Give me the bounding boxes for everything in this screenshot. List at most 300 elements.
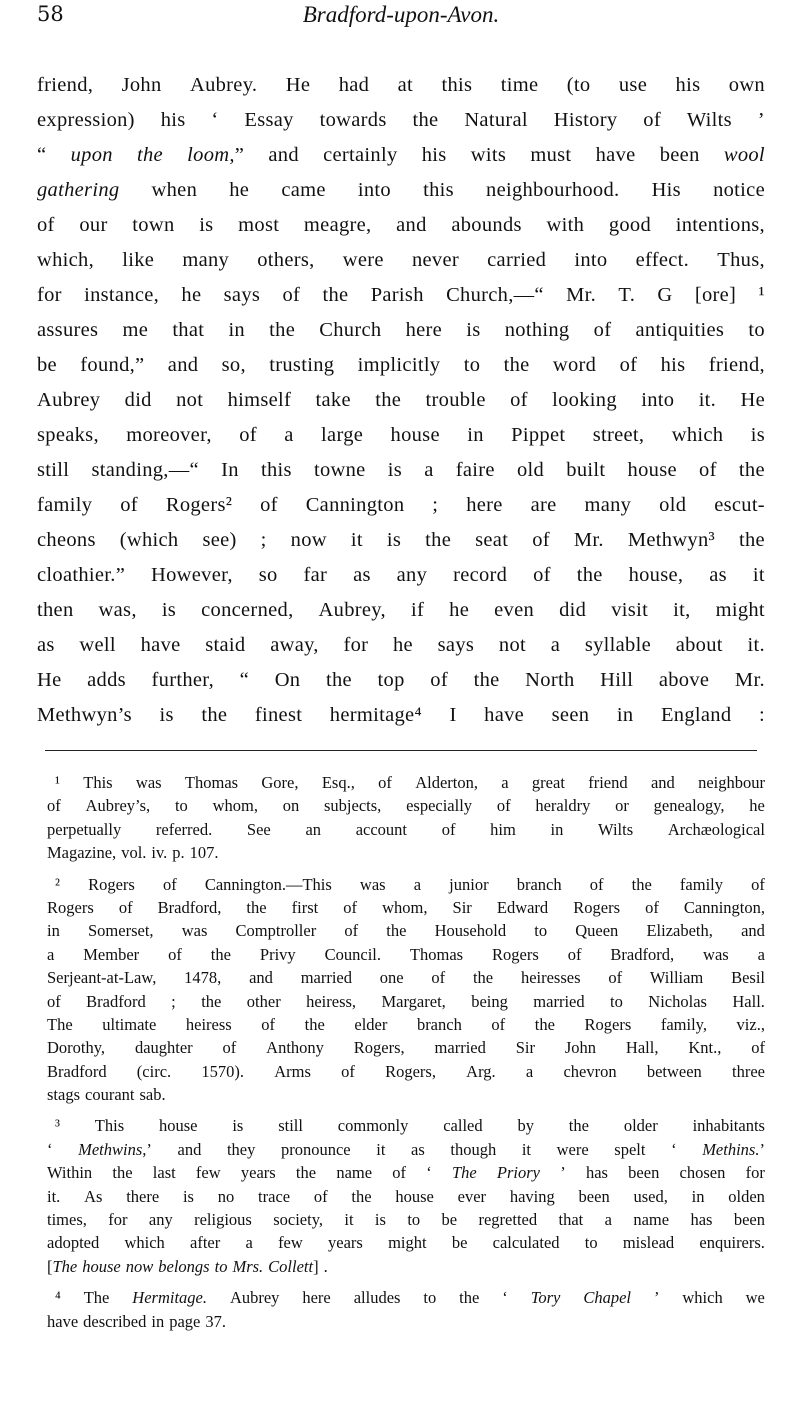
text: as (353, 564, 371, 586)
text: moreover, (126, 424, 212, 446)
word (396, 208, 427, 243)
word (684, 896, 765, 919)
word (525, 663, 574, 698)
body-line (37, 698, 765, 733)
word (375, 1208, 386, 1231)
word (654, 794, 725, 817)
body-line (37, 418, 765, 453)
text: Aubrey (229, 1288, 280, 1308)
word (354, 1013, 387, 1036)
body-line (37, 138, 765, 173)
text: the (295, 1163, 317, 1183)
word (695, 278, 736, 313)
word (501, 771, 508, 794)
text: use (618, 74, 648, 96)
text: as (37, 634, 55, 656)
word (413, 103, 439, 138)
text: the (631, 874, 652, 894)
word (222, 348, 246, 383)
word (37, 383, 100, 418)
word (490, 818, 516, 841)
word (190, 1231, 220, 1254)
italic-text: upon (70, 144, 113, 166)
word (227, 1138, 255, 1161)
text: Methwyn’s (37, 704, 132, 726)
word (575, 919, 618, 942)
text: a (550, 634, 561, 656)
text: Essay (244, 109, 294, 131)
word (292, 896, 319, 919)
text: of (47, 991, 61, 1011)
word (654, 1286, 660, 1309)
text: junior (449, 874, 489, 894)
text: is (182, 1186, 194, 1206)
text: England (660, 704, 732, 726)
italic-text: The (451, 1163, 477, 1183)
word (84, 1185, 102, 1208)
word (474, 663, 500, 698)
text: further, (151, 669, 215, 691)
word (356, 818, 407, 841)
word (619, 68, 647, 103)
word (452, 1231, 468, 1254)
footnote-line (47, 1036, 765, 1059)
text: of (341, 1061, 355, 1081)
word (692, 1185, 705, 1208)
word (47, 1185, 60, 1208)
text: The (83, 1288, 110, 1308)
word (37, 663, 62, 698)
text: into (357, 179, 391, 201)
word (588, 771, 627, 794)
text: house (395, 1186, 434, 1206)
italic-text: Chapel (583, 1288, 631, 1308)
text: ⁴ (55, 1288, 61, 1308)
word (80, 348, 144, 383)
word (47, 919, 60, 942)
word (441, 68, 472, 103)
text: ‘ (426, 1163, 432, 1183)
word (659, 663, 709, 698)
word (55, 1286, 61, 1309)
word (443, 1114, 482, 1137)
word (244, 103, 293, 138)
text: which (124, 1233, 165, 1253)
word (260, 943, 296, 966)
word (511, 418, 565, 453)
word (758, 103, 765, 138)
text: house (158, 1116, 198, 1136)
word (406, 794, 472, 817)
text: Thomas (409, 944, 464, 964)
word (319, 593, 386, 628)
word (132, 1286, 207, 1309)
word (530, 138, 571, 173)
text: antiquities (635, 319, 725, 341)
text: Arms (274, 1061, 311, 1081)
text: of (589, 874, 604, 894)
text: cheons (37, 529, 96, 551)
word (746, 1286, 765, 1309)
word (141, 628, 181, 663)
word (224, 278, 261, 313)
word (380, 966, 404, 989)
word (417, 1013, 462, 1036)
text: mislead (622, 1233, 675, 1253)
word (566, 453, 605, 488)
word (182, 243, 229, 278)
text: is (374, 1210, 386, 1230)
word (126, 1185, 159, 1208)
word (432, 488, 438, 523)
text: the (322, 284, 349, 306)
word (185, 771, 238, 794)
text: especially (406, 796, 473, 816)
word (484, 698, 524, 733)
word (37, 348, 57, 383)
text: of (751, 874, 765, 894)
word (426, 1161, 432, 1184)
text: in (550, 819, 564, 839)
text: Rogers (88, 874, 135, 894)
italic-text: now (125, 1256, 154, 1276)
text: Rogers, (353, 1038, 405, 1058)
text: like (122, 249, 155, 271)
word (522, 1138, 531, 1161)
word (643, 103, 661, 138)
text: here (405, 319, 443, 341)
word (661, 1013, 707, 1036)
text: of (441, 819, 456, 839)
text: has (585, 1163, 608, 1183)
word (55, 1114, 60, 1137)
word (37, 68, 93, 103)
word (553, 348, 596, 383)
word (255, 698, 302, 733)
word (322, 771, 355, 794)
text: ‘ (502, 1288, 508, 1308)
word (516, 1036, 535, 1059)
word (585, 628, 651, 663)
word (82, 1255, 121, 1278)
text: has (690, 1210, 713, 1230)
word (270, 628, 319, 663)
text: even (494, 599, 535, 621)
text: was (135, 773, 162, 792)
text: if (410, 599, 425, 621)
body-line (37, 68, 765, 103)
word (181, 278, 201, 313)
word (137, 1060, 171, 1083)
text: of (532, 529, 550, 551)
text: olden (728, 1186, 765, 1206)
word (661, 348, 686, 383)
word (493, 1231, 560, 1254)
word (178, 1138, 202, 1161)
text: of (619, 354, 638, 376)
word (275, 663, 301, 698)
body-line (37, 313, 765, 348)
word (680, 1161, 726, 1184)
word (278, 1231, 303, 1254)
body-line (37, 628, 765, 663)
word (406, 313, 442, 348)
word (499, 628, 526, 663)
text: might (388, 1233, 427, 1253)
word (37, 593, 74, 628)
text: see) (202, 529, 237, 551)
text: of (699, 459, 717, 481)
text: most (238, 214, 280, 236)
text: others, (257, 249, 315, 271)
text: in (228, 319, 245, 341)
text: ultimate (102, 1014, 157, 1034)
word (296, 1161, 316, 1184)
text: as (709, 564, 727, 586)
text: three (732, 1061, 765, 1081)
word (83, 1310, 146, 1333)
word (37, 628, 55, 663)
word (703, 943, 729, 966)
text: of (608, 968, 623, 988)
word (241, 1161, 276, 1184)
text: few (195, 1163, 221, 1183)
text: years (240, 1163, 276, 1183)
text: neighbour (698, 773, 765, 792)
word (211, 943, 231, 966)
text: to (423, 1288, 437, 1308)
word (751, 873, 765, 896)
word (709, 558, 727, 593)
word (71, 138, 113, 173)
word (504, 348, 530, 383)
footnote-line (47, 841, 765, 864)
word (737, 1013, 765, 1036)
text: trace (258, 1186, 291, 1206)
text: ‘ (671, 1139, 677, 1159)
text: of (510, 389, 528, 411)
text: 37. (205, 1311, 227, 1331)
word (466, 488, 502, 523)
text: ‘ (211, 109, 219, 131)
text: family, (660, 1014, 707, 1034)
text: the (246, 897, 267, 917)
text: for (745, 1163, 765, 1183)
text: Hill (600, 669, 634, 691)
text: he (749, 796, 765, 816)
word (37, 488, 92, 523)
text: a (413, 874, 422, 894)
body-line (37, 593, 765, 628)
text: one (379, 968, 404, 988)
text: married (533, 991, 585, 1011)
text: married (434, 1038, 486, 1058)
text: ’ (757, 109, 765, 131)
word (449, 698, 456, 733)
text: Household (434, 921, 507, 941)
word (387, 523, 401, 558)
text: we (745, 1288, 765, 1308)
word (124, 1231, 164, 1254)
word (83, 943, 139, 966)
text: Archæological (667, 819, 765, 839)
text: p. (172, 843, 185, 863)
word (215, 1255, 228, 1278)
text: it, (673, 599, 691, 621)
word (614, 1138, 645, 1161)
text: syllable (584, 634, 652, 656)
word (585, 1231, 598, 1254)
word (452, 1161, 477, 1184)
text: not (176, 389, 204, 411)
word (190, 841, 219, 864)
footnote-line (47, 794, 765, 817)
text: friend (588, 773, 628, 792)
word (343, 628, 368, 663)
word (187, 138, 244, 173)
word (324, 794, 381, 817)
text: time (500, 74, 539, 96)
text: the (473, 669, 500, 691)
text: : (758, 704, 765, 726)
text: heraldry (535, 796, 591, 816)
word (122, 68, 162, 103)
word (221, 453, 239, 488)
footnote-line (47, 771, 765, 794)
text: it (350, 529, 363, 551)
word (139, 1083, 165, 1106)
word (169, 1310, 200, 1333)
text: of (491, 1014, 506, 1034)
word (112, 1161, 132, 1184)
word (159, 1114, 198, 1137)
text: Methwyn³ (627, 529, 715, 551)
text: Queen (575, 921, 619, 941)
text: ’ (759, 1139, 765, 1159)
text: the (386, 921, 407, 941)
word (291, 523, 327, 558)
text: referred. (155, 819, 213, 839)
word (125, 383, 152, 418)
word (199, 208, 213, 243)
word (534, 919, 547, 942)
text: did (124, 389, 152, 411)
text: the (201, 991, 222, 1011)
word (486, 173, 619, 208)
word (47, 1060, 107, 1083)
text: years (328, 1233, 363, 1253)
footnote-line (47, 919, 765, 942)
text: and (741, 921, 765, 941)
word (37, 558, 125, 593)
word (699, 383, 716, 418)
word (37, 313, 98, 348)
text: in (467, 424, 484, 446)
word (751, 418, 765, 453)
word (596, 138, 636, 173)
text: See (246, 819, 271, 839)
word (353, 558, 371, 593)
text: which (682, 1288, 723, 1308)
text: enquirers. (699, 1233, 765, 1253)
text: branch (416, 1014, 462, 1034)
word (551, 818, 564, 841)
word (385, 1060, 436, 1083)
text: ‘ (47, 1139, 53, 1159)
word (156, 818, 212, 841)
text: ; (260, 529, 267, 551)
text: Council. (324, 944, 381, 964)
word (47, 841, 116, 864)
text: good (608, 214, 652, 236)
page-header (37, 2, 765, 32)
word (316, 383, 351, 418)
word (626, 1036, 659, 1059)
text: viz., (736, 1014, 765, 1034)
text: me (122, 319, 149, 341)
footnote-line (47, 990, 765, 1013)
word (424, 453, 433, 488)
text: the (472, 968, 494, 988)
text: Bradford, (157, 897, 222, 917)
text: cloathier.” (37, 564, 126, 586)
footnote-divider (45, 750, 757, 751)
word (693, 1114, 765, 1137)
text: calculated (492, 1233, 560, 1253)
word (702, 1138, 765, 1161)
word (211, 103, 218, 138)
text: Wilts (686, 109, 732, 131)
word (47, 818, 121, 841)
text: is (387, 459, 403, 481)
text: after (190, 1233, 221, 1253)
text: friend, (37, 74, 94, 96)
italic-text: Methwins, (78, 1139, 147, 1159)
word (358, 348, 441, 383)
text: at (397, 74, 414, 96)
footnote-line (47, 1060, 765, 1083)
text: in (47, 921, 60, 941)
text: says (437, 634, 475, 656)
word (466, 1060, 496, 1083)
text: seen (551, 704, 590, 726)
text: His (651, 179, 681, 201)
word (449, 873, 488, 896)
word (302, 1286, 330, 1309)
text: branch (516, 874, 562, 894)
text: the (738, 459, 765, 481)
word (611, 593, 648, 628)
italic-text: Tory (530, 1288, 561, 1308)
text: of (162, 874, 177, 894)
word (532, 771, 565, 794)
text: Aubrey (37, 389, 101, 411)
word (590, 873, 604, 896)
text: name (336, 1163, 373, 1183)
word (223, 1036, 237, 1059)
text: Hall, (625, 1038, 659, 1058)
text: Nicholas (648, 991, 707, 1011)
word (651, 771, 675, 794)
text: chosen (679, 1163, 726, 1183)
italic-text: the (137, 144, 163, 166)
text: of (47, 796, 61, 816)
word (258, 1185, 290, 1208)
text: first (291, 897, 319, 917)
text: neighbourhood. (486, 179, 620, 201)
word (618, 278, 635, 313)
text: the (304, 1014, 325, 1034)
